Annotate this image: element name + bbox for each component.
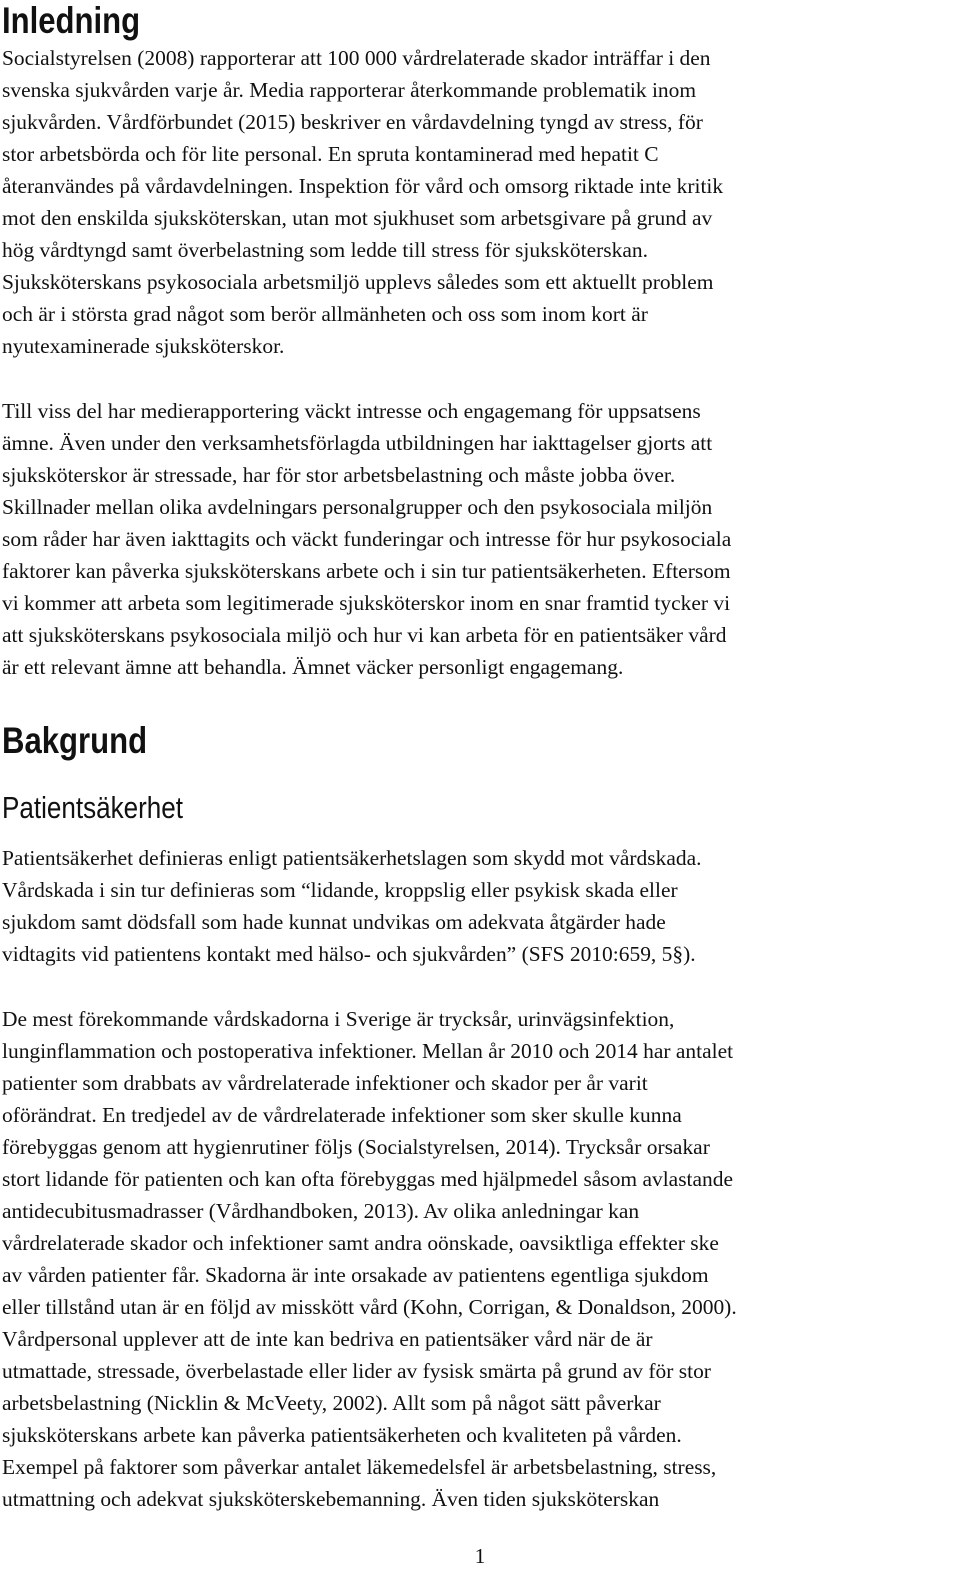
text-line: lunginflammation och postoperativa infektioner. Mellan år 2010 och 2014 har antalet [2,1039,734,1063]
text-line: Patientsäkerhet definieras enligt patientsäkerhetslagen som skydd mot vårdskada. [2,846,702,870]
text-line: sjukvården. Vårdförbundet (2015) beskriver en vårdavdelning tyngd av stress, för [2,110,703,134]
text-line: vårdrelaterade skador och infektioner samt andra oönskade, oavsiktliga effekter ske [2,1231,719,1255]
text-line: Sjuksköterskans psykosociala arbetsmiljö upplevs således som ett aktuellt problem [2,270,714,294]
text-line: och är i största grad något som berör allmänheten och oss som inom kort är [2,302,648,326]
text-line: ämne. Även under den verksamhetsförlagda utbildningen har iakttagelser gjorts att [2,431,713,455]
text-line: vidtagits vid patientens kontakt med hälso- och sjukvården” (SFS 2010:659, 5§). [2,942,696,966]
text-line: oförändrat. En tredjedel av de vårdrelaterade infektioner som sker skulle kunna [2,1103,682,1127]
text-line: svenska sjukvården varje år. Media rapporterar återkommande problematik inom [2,78,697,102]
text-line: återanvändes på vårdavdelningen. Inspektion för vård och omsorg riktade inte kritik [2,174,724,198]
text-line: Vårdskada i sin tur definieras som “lidande, kroppslig eller psykisk skada eller [2,878,678,902]
text-line: Skillnader mellan olika avdelningars personalgrupper och den psykosociala miljön [2,495,713,519]
text-line: arbetsbelastning (Nicklin & McVeety, 2002). Allt som på något sätt påverkar [2,1391,661,1415]
text-line: förebyggas genom att hygienrutiner följs (Socialstyrelsen, 2014). Trycksår orsakar [2,1135,710,1159]
paragraph-inledning-2 [2,395,960,683]
text-line: Exempel på faktorer som påverkar antalet läkemedelsfel är arbetsbelastning, stress, [2,1455,717,1479]
text-line: Socialstyrelsen (2008) rapporterar att 100 000 vårdrelaterade skador inträffar i den [2,46,711,70]
text-line: av vården patienter får. Skadorna är inte orsakade av patientens egentliga sjukdom [2,1263,709,1287]
page-number: 1 [474,1544,486,1568]
text-line: att sjuksköterskans psykosociala miljö och hur vi kan arbeta för en patientsäker vård [2,623,727,647]
text-line: nyutexaminerade sjuksköterskor. [2,334,285,358]
text-line: sjuksköterskor är stressade, har för stor arbetsbelastning och måste jobba över. [2,463,676,487]
text-line: antidecubitusmadrasser (Vårdhandboken, 2013). Av olika anledningar kan [2,1199,640,1223]
text-line: mot den enskilda sjuksköterskan, utan mot sjukhuset som arbetsgivare på grund av [2,206,713,230]
text-line: eller tillstånd utan är en följd av misskött vård (Kohn, Corrigan, & Donaldson, 2000). [2,1295,737,1319]
text-line: utmattning och adekvat sjuksköterskebemanning. Även tiden sjuksköterskan [2,1487,660,1511]
heading-inledning: Inledning [2,0,141,41]
text-line: stort lidande för patienten och kan ofta förebyggas med hjälpmedel såsom avlastande [2,1167,734,1191]
text-line: sjukdom samt dödsfall som hade kunnat undvikas om adekvata åtgärder hade [2,910,666,934]
heading-bakgrund: Bakgrund [2,720,148,761]
text-line: som råder har även iakttagits och väckt funderingar och intresse för hur psykosociala [2,527,732,551]
text-line: hög vårdtyngd samt överbelastning som ledde till stress för sjuksköterskan. [2,238,648,262]
paragraph-bakgrund-2 [2,1003,960,1515]
text-line: utmattade, stressade, överbelastade eller lider av fysisk smärta på grund av för stor [2,1359,711,1383]
text-line: Vårdpersonal upplever att de inte kan bedriva en patientsäker vård när de är [2,1327,653,1351]
text-line: Till viss del har medierapportering väckt intresse och engagemang för uppsatsens [2,399,701,423]
paragraph-bakgrund-1 [2,842,960,970]
text-line: vi kommer att arbeta som legitimerade sjuksköterskor inom en snar framtid tycker vi [2,591,731,615]
subheading-patientsakerhet: Patientsäkerhet [2,790,183,825]
text-line: sjuksköterskans arbete kan påverka patientsäkerheten och kvaliteten på vården. [2,1423,682,1447]
text-line: stor arbetsbörda och för lite personal. En spruta kontaminerad med hepatit C [2,142,659,166]
text-line: De mest förekommande vårdskadorna i Sverige är trycksår, urinvägsinfektion, [2,1007,675,1031]
paragraph-inledning-1 [2,42,960,362]
text-line: patienter som drabbats av vårdrelaterade infektioner och skador per år varit [2,1071,648,1095]
text-line: faktorer kan påverka sjuksköterskans arbete och i sin tur patientsäkerheten. Eftersom [2,559,731,583]
text-line: är ett relevant ämne att behandla. Ämnet väcker personligt engagemang. [2,655,624,679]
